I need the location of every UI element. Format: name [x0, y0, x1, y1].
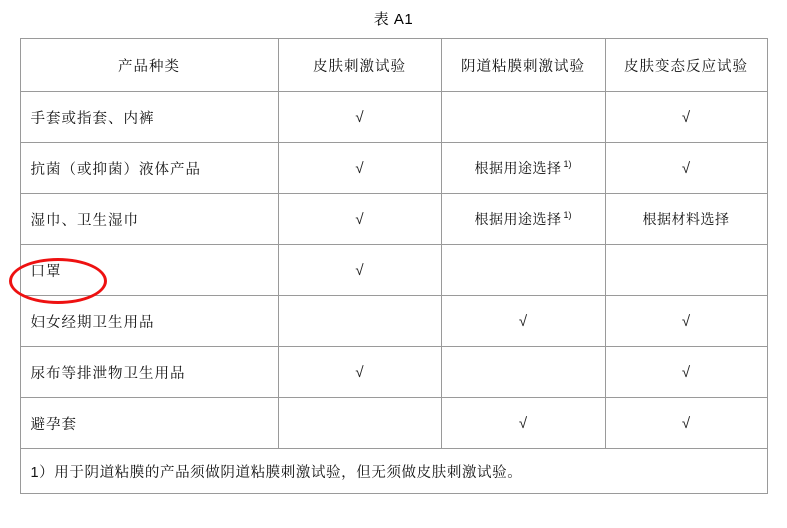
cell-vaginal-mucosa-irritation [441, 245, 605, 296]
product-test-table [20, 38, 768, 494]
check-icon: √ [518, 312, 528, 330]
cell-skin-irritation [278, 194, 441, 245]
cell-text: 根据用途选择 [474, 160, 562, 176]
column-header-skin-allergy: 皮肤变态反应试验 [605, 39, 767, 92]
cell-skin-irritation [278, 245, 441, 296]
cell-skin-irritation [278, 296, 441, 347]
check-icon: √ [355, 363, 364, 381]
check-icon: √ [355, 159, 364, 177]
cell-vaginal-mucosa-irritation [441, 296, 605, 347]
cell-vaginal-mucosa-irritation [441, 194, 605, 245]
row-label: 避孕套 [20, 398, 278, 449]
row-label: 尿布等排泄物卫生用品 [20, 347, 278, 398]
check-icon: √ [681, 159, 691, 177]
column-header-product-type: 产品种类 [20, 39, 278, 92]
check-icon: √ [681, 414, 691, 432]
cell-skin-allergy [605, 143, 767, 194]
cell-skin-allergy [605, 194, 767, 245]
cell-skin-irritation [278, 92, 441, 143]
table-row [20, 245, 767, 296]
table-caption: 表 A1 [373, 11, 414, 28]
row-label: 妇女经期卫生用品 [20, 296, 278, 347]
cell-skin-allergy [605, 398, 767, 449]
cell-skin-allergy [605, 296, 767, 347]
cell-skin-irritation [278, 347, 441, 398]
cell-text: 根据用途选择 [474, 211, 562, 227]
table-footnote: 1）用于阴道粘膜的产品须做阴道粘膜刺激试验，但无须做皮肤刺激试验。 [20, 449, 767, 494]
table-row [20, 92, 767, 143]
check-icon: √ [355, 261, 364, 279]
cell-skin-allergy [605, 347, 767, 398]
cell-vaginal-mucosa-irritation [441, 398, 605, 449]
table-footnote-row [20, 449, 767, 494]
cell-skin-allergy [605, 245, 767, 296]
column-header-skin-irritation: 皮肤刺激试验 [278, 39, 441, 92]
footnote-marker: 1) [563, 159, 572, 170]
cell-vaginal-mucosa-irritation [441, 347, 605, 398]
table-row [20, 347, 767, 398]
cell-skin-irritation [278, 143, 441, 194]
cell-text: 根据材料选择 [642, 211, 730, 227]
footnote-marker: 1) [563, 210, 572, 221]
cell-skin-irritation [278, 398, 441, 449]
check-icon: √ [355, 210, 364, 228]
check-icon: √ [681, 108, 691, 126]
table-row [20, 398, 767, 449]
check-icon: √ [355, 108, 364, 126]
table-row [20, 194, 767, 245]
cell-vaginal-mucosa-irritation [441, 143, 605, 194]
table-row [20, 143, 767, 194]
cell-skin-allergy [605, 92, 767, 143]
check-icon: √ [681, 363, 691, 381]
cell-vaginal-mucosa-irritation [441, 92, 605, 143]
column-header-vaginal-mucosa-irritation: 阴道粘膜刺激试验 [441, 39, 605, 92]
row-label: 抗菌（或抑菌）液体产品 [20, 143, 278, 194]
table-row [20, 296, 767, 347]
check-icon: √ [681, 312, 691, 330]
check-icon: √ [518, 414, 528, 432]
table-header-row [20, 39, 767, 92]
row-label: 手套或指套、内裤 [20, 92, 278, 143]
row-label-highlighted: 口罩 [20, 245, 278, 296]
row-label: 湿巾、卫生湿巾 [20, 194, 278, 245]
